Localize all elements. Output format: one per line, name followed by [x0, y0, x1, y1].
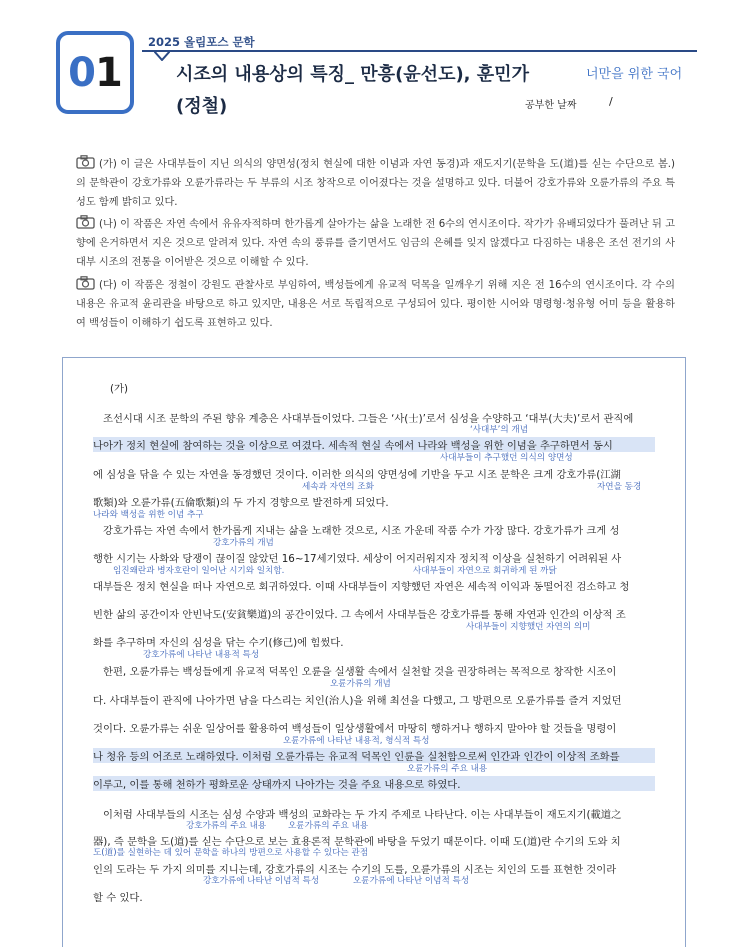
passage-line: 에 심성을 닦을 수 있는 자연을 동경했던 것이다. 이러한 의식의 양면성에 기반을 두고 시조 문학은 크게 강호가류(江湖: [93, 469, 621, 481]
passage-line: 器), 즉 문학을 도(道)를 싣는 수단으로 보는 효용론적 문학관에 바탕을 두었기 때문이다. 이때 도(道)란 수기의 도와 치: [93, 836, 621, 848]
intro-text: (다) 이 작품은 정철이 강원도 관찰사로 부임하여, 백성들에게 유교적 덕목을 일깨우기 위해 지은 전 16수의 연시조이다. 각 수의 내용은 유교적 윤리관을 바탕으로 하고 있지만, 내용은 서로 독립적으로 구성되어 있다. 평이한 시어와 명령형·청유형 어미 등을 활용하여 백성들이 이해하기 쉽도록 표현하고 있다.: [76, 280, 675, 329]
annotation: 오륜가류의 주요 내용: [288, 821, 369, 831]
passage-line: 나 청유 등의 어조로 노래하였다. 이처럼 오륜가류는 유교적 덕목인 인륜을 실천함으로써 인간과 인간이 이상적 조화를: [93, 748, 655, 763]
passage-line: 화를 추구하며 자신의 심성을 닦는 수기(修己)에 힘썼다.: [93, 637, 344, 649]
annotation: 임진왜란과 병자호란이 일어난 시기와 일치함.: [113, 566, 285, 576]
passage-line: 조선시대 시조 문학의 주된 향유 계층은 사대부들이었다. 그들은 ‘사(士)’로서 심성을 수양하고 ‘대부(大夫)’로서 관직에: [103, 413, 634, 425]
passage-line: 강호가류는 자연 속에서 한가롭게 지내는 삶을 노래한 것으로, 시조 가운데 작품 수가 가장 많다. 강호가류가 크게 성: [103, 525, 620, 537]
passage-line: 한편, 오륜가류는 백성들에게 유교적 덕목인 오륜을 실생활 속에서 실천할 것을 권장하려는 목적으로 창작한 시조이: [103, 666, 617, 678]
camera-icon: [76, 215, 95, 229]
annotation: 강호가류의 개념: [213, 538, 274, 548]
passage-line: 나아가 정치 현실에 참여하는 것을 이상으로 여겼다. 세속적 현실 속에서 나라와 백성을 위한 이념을 추구하면서 동시: [93, 437, 655, 452]
passage-line: 것이다. 오륜가류는 쉬운 일상어를 활용하여 백성들이 일상생활에서 마땅히 행하거나 행하지 말아야 할 것들을 명령이: [93, 723, 617, 735]
annotation: 오륜가류의 주요 내용: [407, 764, 488, 774]
intro-text: (가) 이 글은 사대부들이 지닌 의식의 양면성(정치 현실에 대한 이념과 자연 동경)과 재도지기(문학을 도(道)를 싣는 수단으로 봄.)의 문학관이 강호가류와 오륜가류라는 두 부류의 시조 창작으로 이어졌다는 것을 설명하고 있다. 더불어 강호가류와 오륜가류의 주요 특성도 함께 밝히고 있다.: [76, 159, 675, 208]
annotation: 오륜가류에 나타난 내용적, 형식적 특성: [283, 736, 430, 746]
passage-line: 이처럼 사대부들의 시조는 심성 수양과 백성의 교화라는 두 가지 주제로 나타난다. 이는 사대부들이 재도지기(載道之: [103, 809, 622, 821]
annotation: 도(道)를 실현하는 데 있어 문학을 하나의 방편으로 사용할 수 있다는 관점: [93, 848, 369, 858]
annotation: 세속과 자연의 조화: [302, 482, 374, 492]
intro-paragraph-na: [76, 215, 675, 272]
annotation: ‘사대부’의 개념: [470, 425, 529, 435]
series-label: 2025 올림포스 문학: [148, 35, 255, 49]
intro-paragraph-da: [76, 276, 675, 333]
header-rule: [142, 50, 697, 52]
passage-line: 인의 도라는 두 가지 의미를 지니는데, 강호가류의 시조는 수기의 도를, 오륜가류의 시조는 치인의 도를 표현한 것이라: [93, 864, 617, 876]
passage-line: 대부들은 정치 현실을 떠나 자연으로 회귀하였다. 이때 사대부들이 지향했던 자연은 세속적 이익과 동떨어진 검소하고 청: [93, 581, 630, 593]
passage-line: 빈한 삶의 공간이자 안빈낙도(安貧樂道)의 공간이었다. 그 속에서 사대부들은 강호가류를 통해 자연과 인간의 이상적 조: [93, 609, 626, 621]
lesson-number-first-digit: 0: [68, 49, 95, 96]
annotation: 사대부들이 자연으로 회귀하게 된 까닭: [413, 566, 557, 576]
study-date-label: 공부한 날짜: [525, 100, 577, 111]
camera-icon: [76, 155, 95, 169]
study-date-separator: /: [609, 95, 613, 108]
page-title-line2: (정철): [176, 96, 228, 117]
annotation: 사대부들이 추구했던 의식의 양면성: [440, 453, 573, 463]
passage-line: 할 수 있다.: [93, 892, 143, 904]
camera-icon: [76, 276, 95, 290]
annotation: 나라와 백성을 위한 이념 추구: [93, 510, 204, 520]
lesson-number-second-digit: 1: [95, 49, 122, 96]
passage-line: 다. 사대부들이 관직에 나아가면 남을 다스리는 치인(治人)을 위해 최선을 다했고, 그 방편으로 오륜가류를 즐겨 지었던: [93, 695, 622, 707]
lesson-number-box: [56, 31, 134, 114]
intro-paragraph-ga: [76, 155, 675, 212]
annotation: 사대부들이 지향했던 자연의 의미: [466, 622, 591, 632]
page-title-line1: 시조의 내용상의 특징_ 만흥(윤선도), 훈민가: [176, 64, 529, 85]
tagline: 너만을 위한 국어: [586, 67, 683, 82]
annotation: 자연을 동경: [597, 482, 642, 492]
passage-label: (가): [110, 383, 128, 395]
passage-line: 이루고, 이를 통해 천하가 평화로운 상태까지 나아가는 것을 주요 내용으로 하였다.: [93, 776, 655, 791]
passage-line: 행한 시기는 사화와 당쟁이 끊이질 않았던 16~17세기였다. 세상이 어지러워지자 정치적 이상을 실천하기 어려워된 사: [93, 553, 622, 565]
annotation: 오륜가류의 개념: [330, 679, 391, 689]
annotation: 강호가류의 주요 내용: [186, 821, 267, 831]
annotation: 강호가류에 나타난 이념적 특성: [203, 876, 320, 886]
header-rule-notch: [154, 51, 170, 61]
passage-line: 歌類)와 오륜가류(五倫歌類)의 두 가지 경향으로 발전하게 되었다.: [93, 497, 389, 509]
intro-text: (나) 이 작품은 자연 속에서 유유자적하며 한가롭게 살아가는 삶을 노래한 전 6수의 연시조이다. 작가가 유배되었다가 풀려난 뒤 고향에 은거하면서 지은 것으로 알려져 있다. 자연 속의 풍류를 즐기면서도 임금의 은혜를 잊지 않겠다고 다짐하는 내용은 조선 전기의 사대부 시조의 전통을 이어받은 것으로 이해할 수 있다.: [76, 219, 675, 268]
annotation: 강호가류에 나타난 내용적 특성: [143, 650, 260, 660]
annotation: 오륜가류에 나타난 이념적 특성: [353, 876, 470, 886]
